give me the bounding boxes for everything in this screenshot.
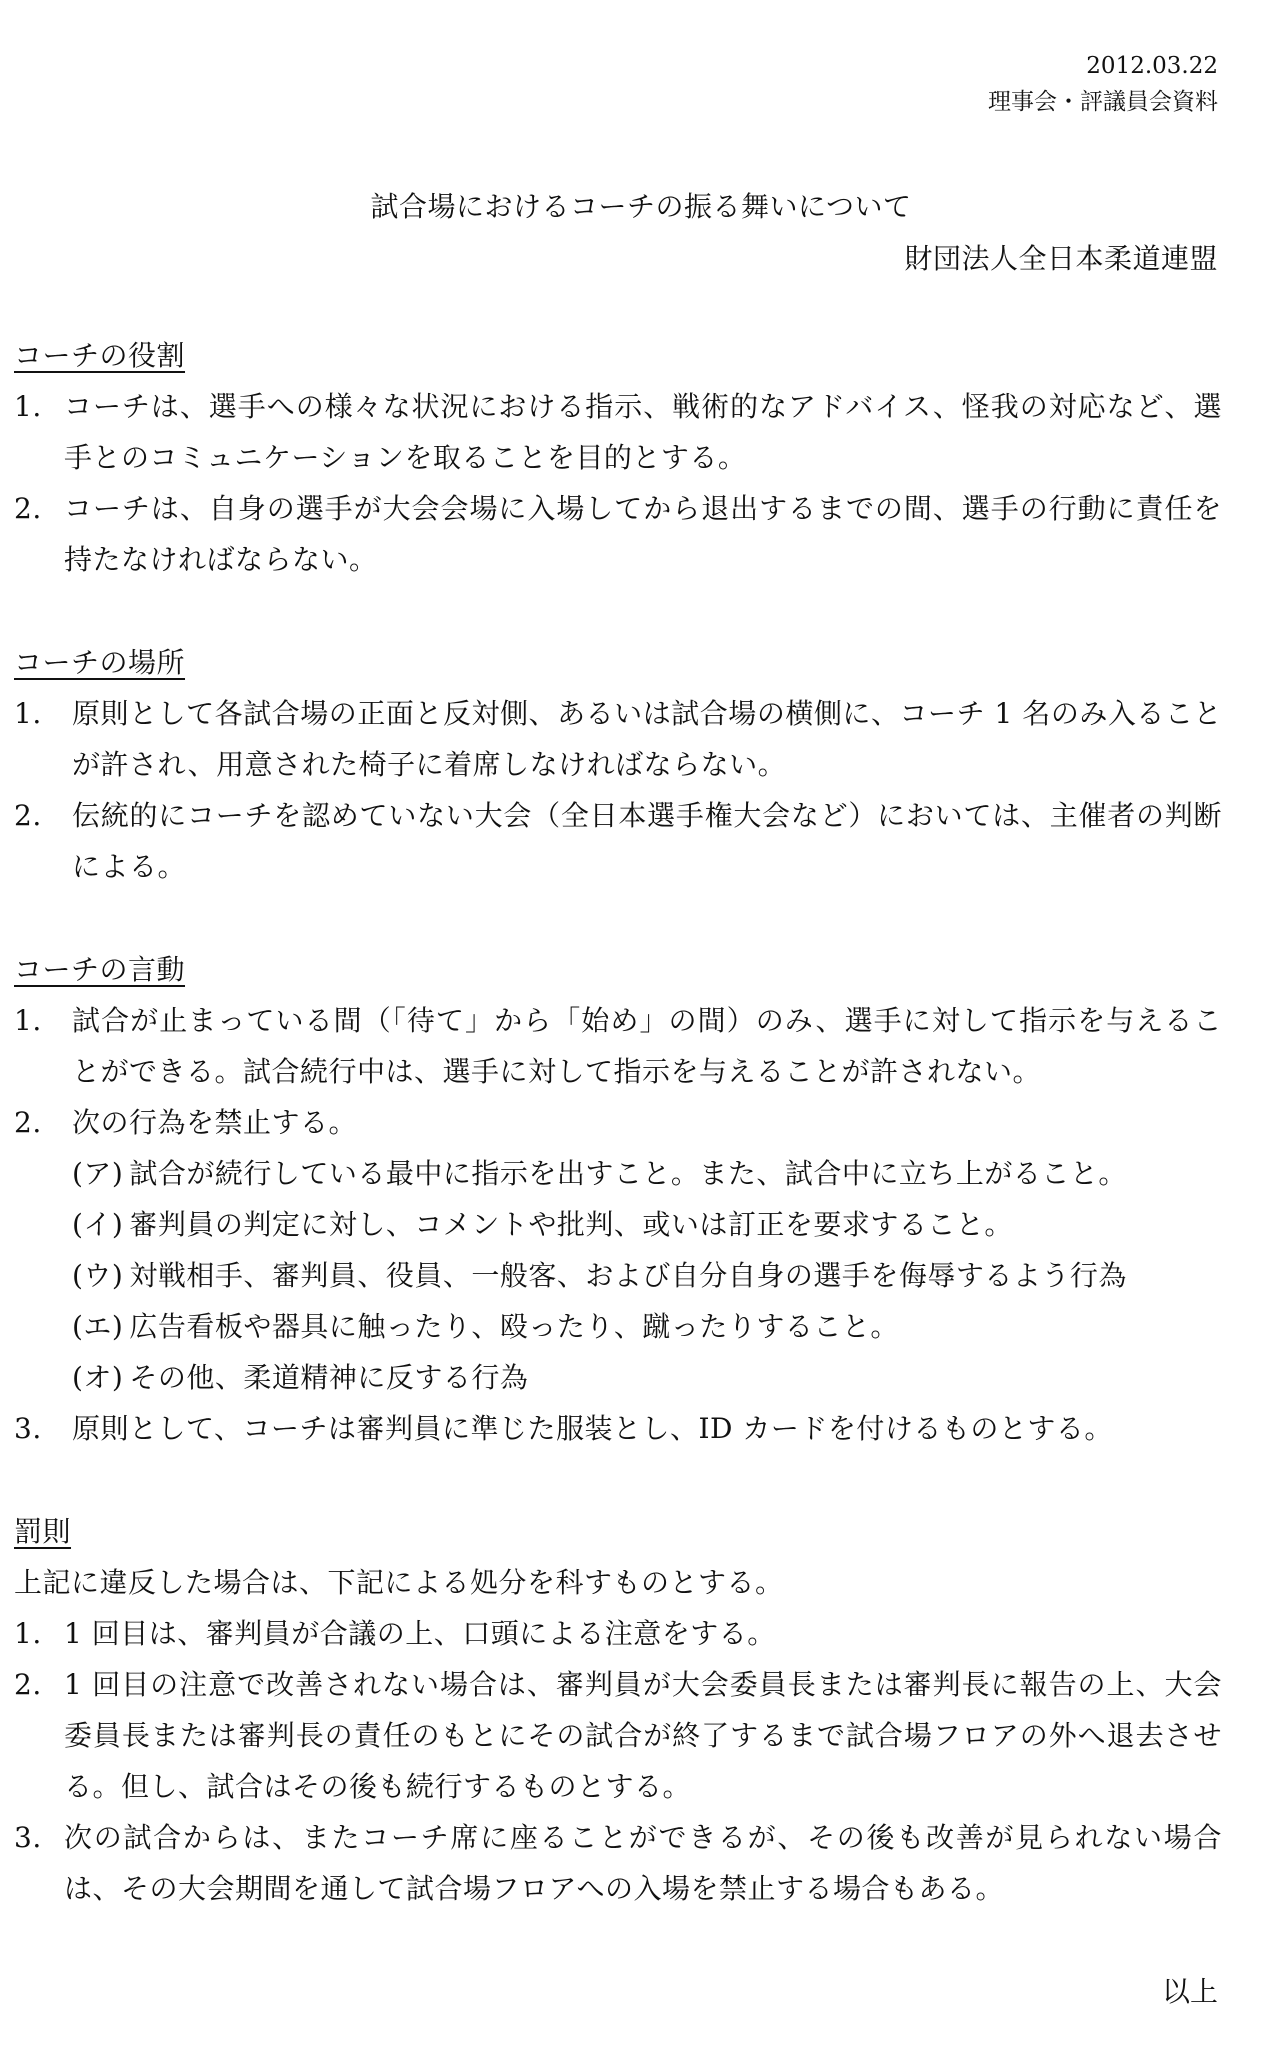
prohibited-act-item <box>14 1250 1222 1301</box>
item-text: 次の試合からは、またコーチ席に座ることができるが、その後も改善が見られない場合は、その大会期間を通して試合場フロアへの入場を禁止する場合もある。 <box>64 1821 1222 1905</box>
item-number: 1. <box>14 390 42 423</box>
list-item <box>14 688 1222 790</box>
item-text: 1 回目は、審判員が合議の上、口頭による注意をする。 <box>64 1617 776 1650</box>
list-item <box>14 483 1222 585</box>
item-text: 次の行為を禁止する。 <box>72 1106 358 1139</box>
sub-item-text: その他、柔道精神に反する行為 <box>129 1361 529 1394</box>
section-penalty <box>14 1506 1222 1914</box>
item-number: 2. <box>14 799 42 832</box>
sub-item-text: 審判員の判定に対し、コメントや批判、或いは訂正を要求すること。 <box>129 1208 1013 1241</box>
list-item <box>14 1608 1222 1659</box>
item-number: 3. <box>14 1821 42 1854</box>
item-text: 伝統的にコーチを認めていない大会（全日本選手権大会など）においては、主催者の判断による。 <box>72 799 1222 883</box>
item-number: 2. <box>14 492 42 525</box>
item-text: 試合が止まっている間（「待て」から「始め」の間）のみ、選手に対して指示を与えることができる。試合続行中は、選手に対して指示を与えることが許されない。 <box>72 1004 1222 1088</box>
closing-mark: 以上 <box>1161 1975 1218 2008</box>
prohibited-act-item <box>14 1199 1222 1250</box>
item-text: コーチは、自身の選手が大会会場に入場してから退出するまでの間、選手の行動に責任を持たなければならない。 <box>64 492 1222 576</box>
item-text: 原則として、コーチは審判員に準じた服装とし、ID カードを付けるものとする。 <box>72 1412 1113 1445</box>
sub-item-text: 対戦相手、審判員、役員、一般客、および自分自身の選手を侮辱するよう行為 <box>129 1259 1127 1292</box>
item-text: 原則として各試合場の正面と反対側、あるいは試合場の横側に、コーチ 1 名のみ入ることが許され、用意された椅子に着席しなければならない。 <box>72 697 1222 781</box>
prohibited-act-item <box>14 1352 1222 1403</box>
sub-item-label: (ア) <box>72 1157 124 1190</box>
item-number: 2. <box>14 1668 42 1701</box>
item-number: 1. <box>14 697 42 730</box>
list-item <box>14 790 1222 892</box>
item-text: コーチは、選手への様々な状況における指示、戦術的なアドバイス、怪我の対応など、選手とのコミュニケーションを取ることを目的とする。 <box>64 390 1222 474</box>
document-title: 試合場におけるコーチの振る舞いについて <box>370 190 912 223</box>
list-item <box>14 1812 1222 1914</box>
section-heading: コーチの場所 <box>14 646 186 679</box>
section-heading: コーチの役割 <box>14 339 186 372</box>
sub-item-label: (イ) <box>72 1208 124 1241</box>
section-heading: 罰則 <box>14 1515 72 1548</box>
item-number: 3. <box>14 1412 42 1445</box>
sub-item-label: (オ) <box>72 1361 124 1394</box>
list-item <box>14 1659 1222 1812</box>
list-item <box>14 381 1222 483</box>
list-item <box>14 1403 1222 1454</box>
section-coach-role <box>14 330 1222 585</box>
section-coach-conduct <box>14 944 1222 1454</box>
document-memo-label: 理事会・評議員会資料 <box>988 89 1218 115</box>
document-date: 2012.03.22 <box>1086 53 1218 79</box>
organization-name: 財団法人全日本柔道連盟 <box>904 242 1218 275</box>
section-intro: 上記に違反した場合は、下記による処分を科すものとする。 <box>14 1566 784 1599</box>
item-number: 1. <box>14 1004 42 1037</box>
sub-item-text: 試合が続行している最中に指示を出すこと。また、試合中に立ち上がること。 <box>129 1157 1127 1190</box>
sub-item-label: (エ) <box>72 1310 124 1343</box>
list-item <box>14 995 1222 1097</box>
section-heading: コーチの言動 <box>14 953 186 986</box>
item-number: 1. <box>14 1617 42 1650</box>
prohibited-act-item <box>14 1301 1222 1352</box>
document-body <box>14 330 1222 1966</box>
list-item <box>14 1097 1222 1148</box>
section-coach-place <box>14 637 1222 892</box>
item-number: 2. <box>14 1106 42 1139</box>
sub-item-label: (ウ) <box>72 1259 124 1292</box>
item-text: 1 回目の注意で改善されない場合は、審判員が大会委員長または審判長に報告の上、大会委員長または審判長の責任のもとにその試合が終了するまで試合場フロアの外へ退去させる。但し、試合はその後も続行するものとする。 <box>64 1668 1222 1803</box>
prohibited-act-item <box>14 1148 1222 1199</box>
sub-item-text: 広告看板や器具に触ったり、殴ったり、蹴ったりすること。 <box>129 1310 899 1343</box>
